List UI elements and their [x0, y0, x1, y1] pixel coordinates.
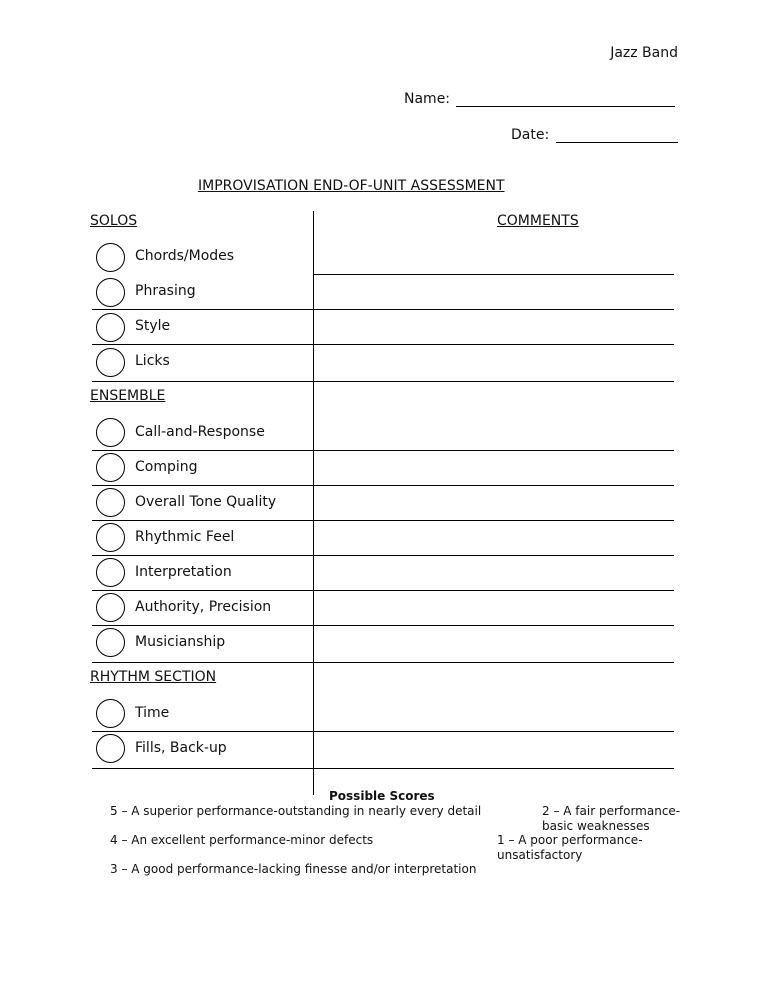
date-label: Date:	[511, 127, 550, 143]
item-label-licks: Licks	[135, 353, 170, 369]
scores-row-2b	[90, 833, 690, 862]
score-circle-chords-modes[interactable]	[96, 243, 125, 272]
score-4: 4 – An excellent performance-minor defects	[110, 833, 374, 847]
item-label-fills-back-up: Fills, Back-up	[135, 740, 227, 756]
section-title-ensemble: ENSEMBLE	[90, 388, 166, 404]
score-circle-fills-back-up[interactable]	[96, 734, 125, 763]
score-5: 5 – A superior performance-outstanding in nearly every detail	[110, 804, 482, 818]
row-line[interactable]	[92, 344, 674, 345]
item-label-phrasing: Phrasing	[135, 283, 196, 299]
page-title: IMPROVISATION END-OF-UNIT ASSESSMENT	[198, 178, 505, 194]
row-line[interactable]	[92, 662, 674, 663]
name-row	[404, 90, 675, 107]
item-label-call-and-response: Call-and-Response	[135, 424, 265, 440]
row-line[interactable]	[92, 768, 674, 769]
date-field[interactable]	[556, 126, 678, 143]
row-line[interactable]	[92, 309, 674, 310]
scores-text-block	[90, 804, 690, 833]
section-title-rhythm-section: RHYTHM SECTION	[90, 669, 217, 685]
score-circle-musicianship[interactable]	[96, 628, 125, 657]
score-circle-call-and-response[interactable]	[96, 418, 125, 447]
section-title-solos: SOLOS	[90, 213, 138, 229]
item-label-rhythmic-feel: Rhythmic Feel	[135, 529, 235, 545]
score-circle-licks[interactable]	[96, 348, 125, 377]
row-line[interactable]	[92, 731, 674, 732]
score-circle-comping[interactable]	[96, 453, 125, 482]
score-circle-style[interactable]	[96, 313, 125, 342]
row-line[interactable]	[92, 625, 674, 626]
comments-header: COMMENTS	[497, 213, 579, 229]
item-label-authority-precision: Authority, Precision	[135, 599, 272, 615]
column-divider	[313, 211, 314, 795]
item-label-style: Style	[135, 318, 171, 334]
row-line[interactable]	[92, 485, 674, 486]
item-label-time: Time	[135, 705, 170, 721]
score-circle-authority-precision[interactable]	[96, 593, 125, 622]
comment-line[interactable]	[313, 274, 674, 275]
score-3: 3 – A good performance-lacking finesse and/or interpretation	[110, 862, 477, 876]
item-label-comping: Comping	[135, 459, 198, 475]
score-circle-time[interactable]	[96, 699, 125, 728]
item-label-musicianship: Musicianship	[135, 634, 226, 650]
row-line[interactable]	[92, 450, 674, 451]
row-line[interactable]	[92, 555, 674, 556]
name-field[interactable]	[456, 90, 675, 107]
score-circle-rhythmic-feel[interactable]	[96, 523, 125, 552]
row-line[interactable]	[92, 381, 674, 382]
item-label-interpretation: Interpretation	[135, 564, 232, 580]
score-circle-phrasing[interactable]	[96, 278, 125, 307]
item-label-overall-tone-quality: Overall Tone Quality	[135, 494, 277, 510]
row-line[interactable]	[92, 520, 674, 521]
score-circle-overall-tone-quality[interactable]	[96, 488, 125, 517]
course-name: Jazz Band	[610, 45, 678, 61]
date-row	[511, 126, 678, 143]
item-label-chords-modes: Chords/Modes	[135, 248, 235, 264]
score-circle-interpretation[interactable]	[96, 558, 125, 587]
row-line[interactable]	[92, 590, 674, 591]
scores-title: Possible Scores	[329, 789, 435, 803]
name-label: Name:	[404, 91, 451, 107]
score-1: 1 – A poor performance-unsatisfactory	[497, 833, 643, 862]
score-2-text: 2 – A fair performance-basic weaknesses	[542, 804, 681, 833]
